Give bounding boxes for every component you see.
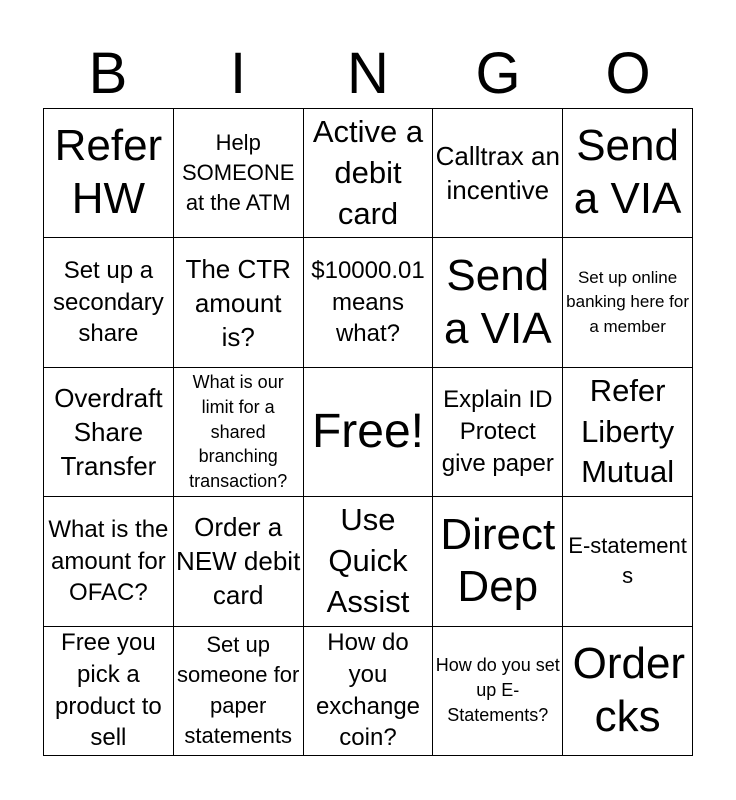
bingo-cell-r2c3[interactable] (304, 238, 434, 367)
bingo-header (43, 40, 693, 108)
bingo-cell-r3c3[interactable] (304, 368, 434, 497)
bingo-cell-r5c3[interactable] (304, 627, 434, 756)
bingo-cell-r5c1[interactable] (44, 627, 174, 756)
header-letter-n: N (347, 41, 389, 106)
cell-text: E-statements (568, 533, 687, 589)
bingo-cell-r1c2[interactable] (174, 109, 304, 238)
bingo-cell-r1c4[interactable] (433, 109, 563, 238)
bingo-cell-r3c5[interactable] (563, 368, 693, 497)
header-letter-i: I (229, 41, 247, 106)
bingo-cell-r1c5[interactable] (563, 109, 693, 238)
cell-text: Send a VIA (443, 250, 552, 353)
cell-text: How do you exchange coin? (315, 629, 421, 752)
cell-text: Set up someone for paper statements (177, 632, 300, 749)
bingo-cell-r3c4[interactable] (433, 368, 563, 497)
bingo-cell-r4c4[interactable] (433, 497, 563, 626)
bingo-cell-r5c4[interactable] (433, 627, 563, 756)
cell-text: Order cks (572, 638, 686, 741)
cell-text: Refer Liberty Mutual (581, 372, 675, 490)
header-letter-o: O (605, 41, 651, 106)
bingo-cell-r2c5[interactable] (563, 238, 693, 367)
bingo-cell-r1c1[interactable] (44, 109, 174, 238)
bingo-cell-r4c3[interactable] (304, 497, 434, 626)
bingo-cell-r5c5[interactable] (563, 627, 693, 756)
bingo-cell-r4c5[interactable] (563, 497, 693, 626)
cell-text: Overdraft Share Transfer (54, 382, 163, 482)
header-letter-g: G (475, 41, 521, 106)
bingo-cell-r2c1[interactable] (44, 238, 174, 367)
cell-text: Active a debit card (312, 113, 424, 231)
cell-text: Set up a secondary share (53, 257, 164, 348)
cell-text: Order a NEW debit card (176, 512, 301, 611)
cell-text: Use Quick Assist (326, 502, 410, 619)
cell-text: Help SOMEONE at the ATM (181, 129, 295, 216)
bingo-cell-r3c1[interactable] (44, 368, 174, 497)
bingo-cell-r2c4[interactable] (433, 238, 563, 367)
cell-text: What is the amount for OFAC? (48, 515, 169, 607)
cell-text: The CTR amount is? (185, 253, 291, 352)
cell-text: What is our limit for a shared branching transaction? (189, 371, 288, 492)
cell-text: $10000.01 means what? (311, 257, 425, 348)
cell-text: Send a VIA (573, 121, 682, 224)
cell-text: Explain ID Protect give paper (441, 386, 554, 477)
cell-text: How do you set up E-Statements? (435, 655, 560, 726)
cell-text: Free you pick a product to sell (55, 629, 162, 752)
bingo-cell-r1c3[interactable] (304, 109, 434, 238)
bingo-cell-r4c1[interactable] (44, 497, 174, 626)
header-letter-b: B (88, 41, 128, 106)
cell-text: Set up online banking here for a member (566, 267, 690, 336)
bingo-cell-r3c2[interactable] (174, 368, 304, 497)
cell-text: Direct Dep (440, 509, 556, 612)
cell-text: Calltrax an incentive (435, 141, 560, 206)
bingo-cell-r2c2[interactable] (174, 238, 304, 367)
cell-text: Refer HW (54, 121, 163, 224)
bingo-cell-r4c2[interactable] (174, 497, 304, 626)
free-space: Free! (311, 404, 424, 458)
bingo-card (43, 108, 693, 756)
bingo-cell-r5c2[interactable] (174, 627, 304, 756)
